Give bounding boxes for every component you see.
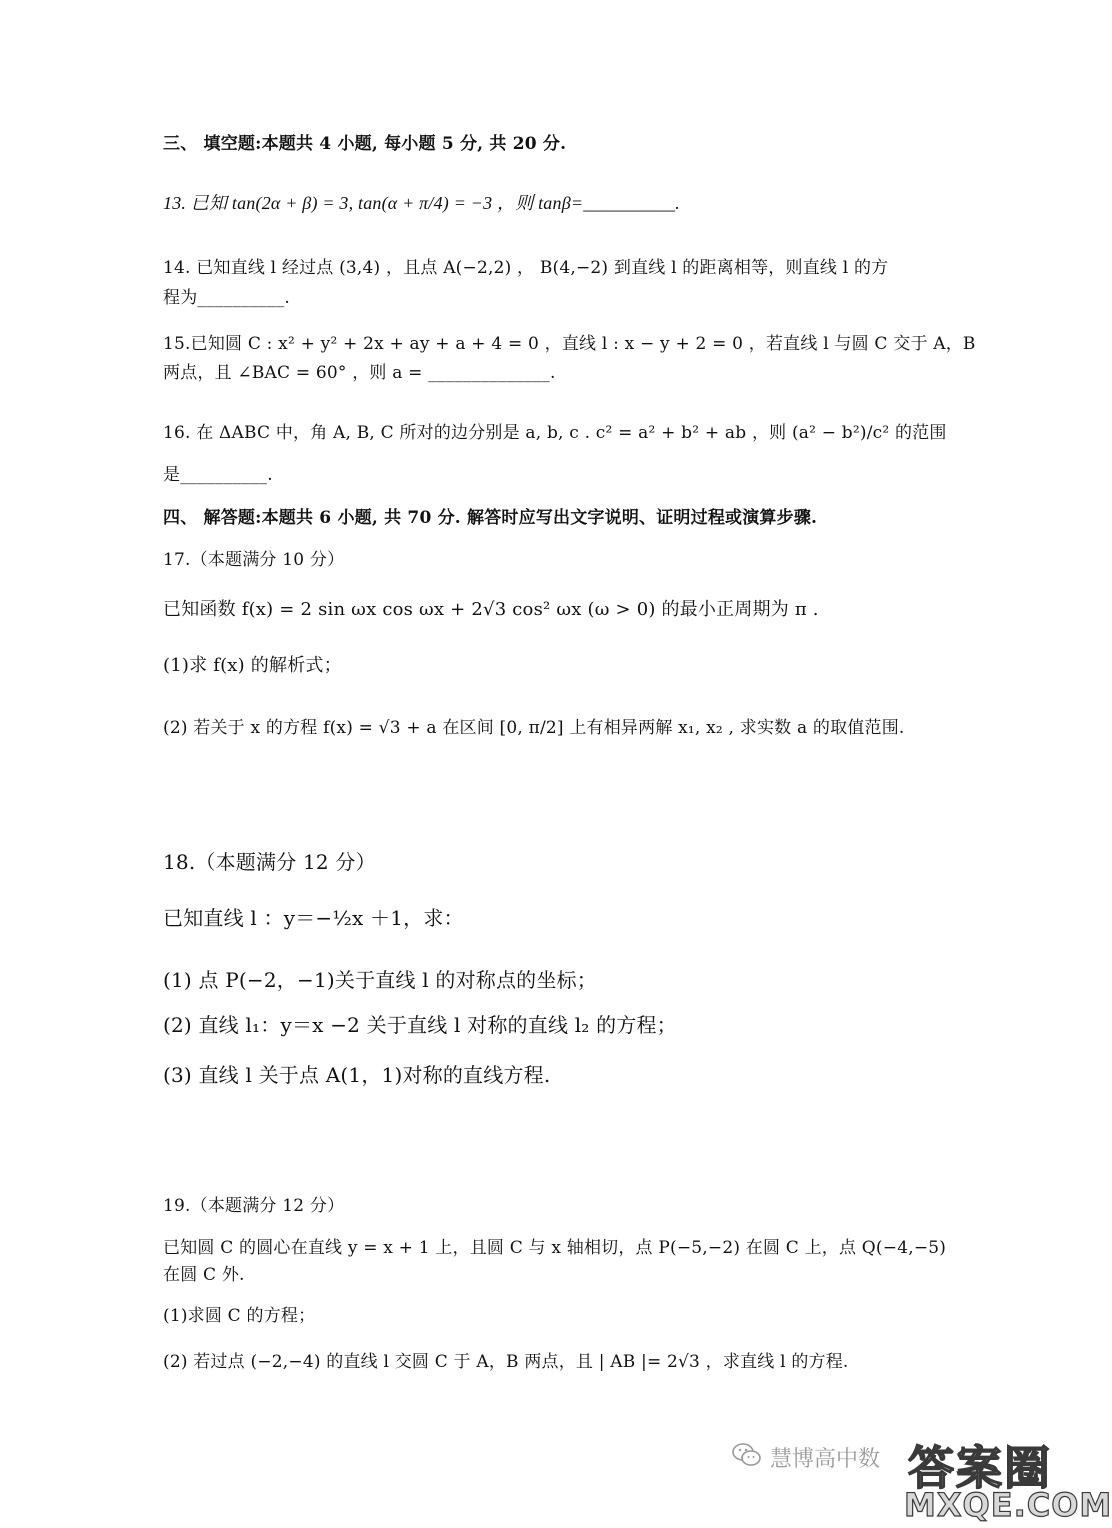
q18-part2: (2) 直线 l₁：y＝x −2 关于直线 l 对称的直线 l₂ 的方程；: [163, 1013, 677, 1037]
wechat-icon: [732, 1442, 762, 1468]
q19-part1: (1)求圆 C 的方程；: [163, 1306, 316, 1326]
q18-stem: 已知直线 l ：y＝−½x ＋1，求：: [163, 906, 464, 930]
q17-header: 17.（本题满分 10 分）: [163, 550, 345, 570]
q14-line1: 14. 已知直线 l 经过点 (3,4) ，且点 A(−2,2) ， B(4,−2) 到直线 l 的距离相等，则直线 l 的方: [163, 258, 889, 278]
q19-stem-line1: 已知圆 C 的圆心在直线 y = x + 1 上，且圆 C 与 x 轴相切，点 P(−5,−2) 在圆 C 上，点 Q(−4,−5): [163, 1238, 947, 1258]
watermark-logo-en: MXQE.COM: [904, 1486, 1112, 1524]
q16-line2: 是__________.: [163, 465, 273, 485]
q16-line1: 16. 在 ΔABC 中，角 A, B, C 所对的边分别是 a, b, c . c² = a² + b² + ab ，则 (a² − b²)/c² 的范围: [163, 423, 947, 443]
q13-text: 13. 已知 tan(2α + β) = 3, tan(α + π/4) = −3 ，则 tanβ=__________.: [163, 193, 680, 213]
q19-part2: (2) 若过点 (−2,−4) 的直线 l 交圆 C 于 A，B 两点，且 | AB |= 2√3 ，求直线 l 的方程.: [163, 1352, 849, 1372]
q17-part1: (1)求 f(x) 的解析式；: [163, 655, 342, 676]
q19-header: 19.（本题满分 12 分）: [163, 1196, 345, 1216]
q18-part3: (3) 直线 l 关于点 A(1，1)对称的直线方程.: [163, 1063, 551, 1087]
section3-heading: 三、 填空题:本题共 4 小题, 每小题 5 分, 共 20 分.: [163, 134, 567, 154]
q18-header: 18.（本题满分 12 分）: [163, 850, 376, 874]
q17-stem: 已知函数 f(x) = 2 sin ωx cos ωx + 2√3 cos² ωx (ω > 0) 的最小正周期为 π .: [163, 599, 819, 620]
watermark: [732, 1432, 1112, 1528]
watermark-logo-cn: 答案圈: [908, 1441, 1052, 1495]
watermark-account-name: 慧博高中数: [770, 1447, 881, 1472]
q15-line2: 两点，且 ∠BAC = 60° ，则 a = ______________.: [163, 363, 556, 383]
q19-stem-line2: 在圆 C 外.: [163, 1265, 245, 1285]
q18-part1: (1) 点 P(−2，−1)关于直线 l 的对称点的坐标；: [163, 968, 597, 992]
section4-heading: 四、 解答题:本题共 6 小题, 共 70 分. 解答时应写出文字说明、证明过程或演算步骤.: [163, 508, 818, 528]
q17-part2: (2) 若关于 x 的方程 f(x) = √3 + a 在区间 [0, π/2] 上有相异两解 x₁, x₂ , 求实数 a 的取值范围.: [163, 718, 905, 738]
q15-line1: 15.已知圆 C : x² + y² + 2x + ay + a + 4 = 0 ，直线 l : x − y + 2 = 0 ，若直线 l 与圆 C 交于 A，B: [163, 334, 976, 354]
q14-line2: 程为__________.: [163, 288, 291, 308]
